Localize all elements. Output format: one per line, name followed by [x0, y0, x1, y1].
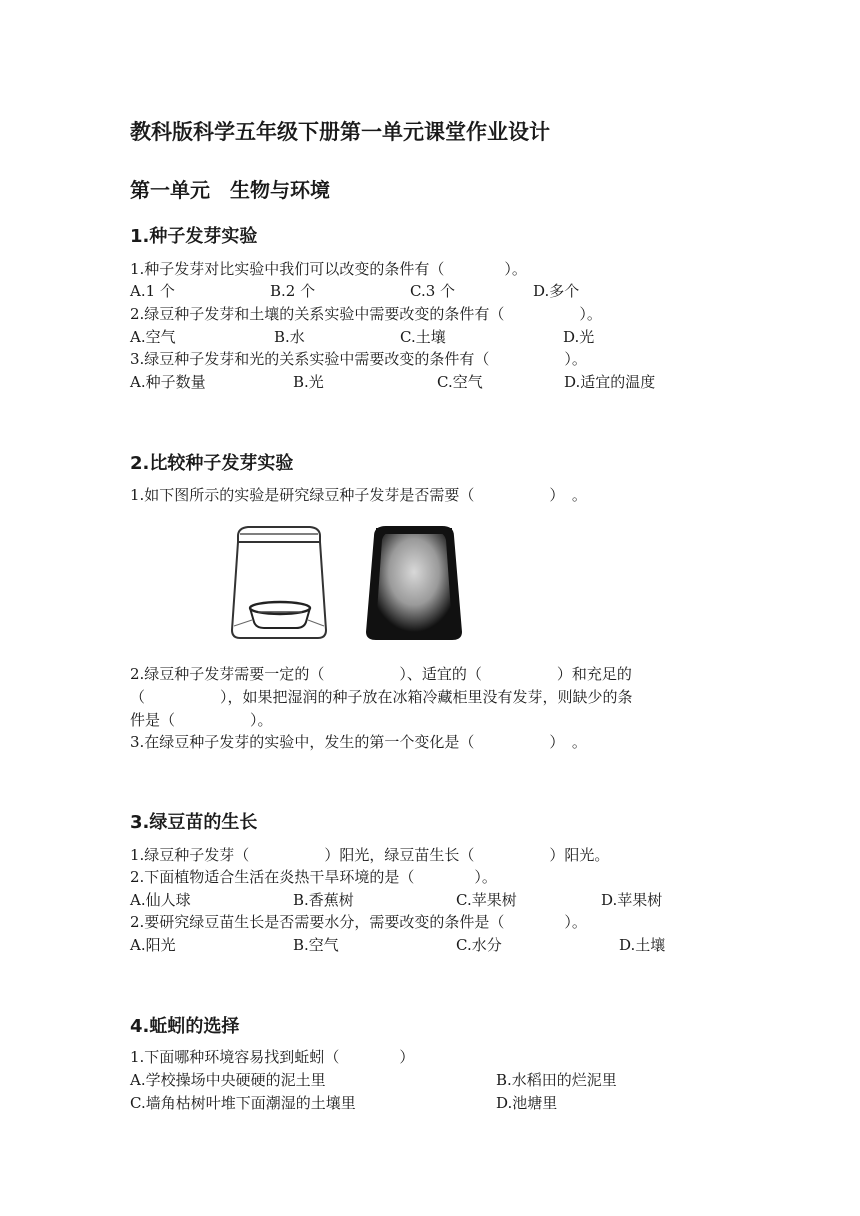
question-text: 3.在绿豆种子发芽的实验中，发生的第一个变化是（ ） 。: [130, 733, 587, 751]
option: A.仙人球: [130, 891, 191, 909]
option: D.多个: [533, 282, 580, 300]
option: D.适宜的温度: [564, 373, 656, 391]
question-text: 1.种子发芽对比实验中我们可以改变的条件有（ ）。: [130, 260, 527, 278]
option: B.空气: [293, 936, 339, 954]
option: D.光: [563, 328, 595, 346]
covered-black-jar-icon: [362, 522, 466, 644]
section-heading-earthworm-choice: 4.蚯蚓的选择: [130, 1016, 240, 1037]
option: A.阳光: [130, 936, 176, 954]
option: D.土壤: [619, 936, 666, 954]
question-text: 1.下面哪种环境容易找到蚯蚓（ ）: [130, 1048, 415, 1066]
option: C.空气: [437, 373, 483, 391]
option: A.学校操场中央硬硬的泥土里: [130, 1071, 326, 1089]
section-heading-seed-germination: 1.种子发芽实验: [130, 226, 258, 247]
option: A.1 个: [130, 282, 175, 300]
option: C.墙角枯树叶堆下面潮湿的土壤里: [130, 1094, 356, 1112]
option: C.水分: [456, 936, 502, 954]
question-text: 1.如下图所示的实验是研究绿豆种子发芽是否需要（ ） 。: [130, 486, 587, 504]
question-text: 1.绿豆种子发芽（ ）阳光，绿豆苗生长（ ）阳光。: [130, 846, 610, 864]
option: D.池塘里: [496, 1094, 558, 1112]
document-title: 教科版科学五年级下册第一单元课堂作业设计: [130, 120, 550, 144]
option: B.水稻田的烂泥里: [496, 1071, 617, 1089]
option: A.种子数量: [130, 373, 206, 391]
option: D.苹果树: [601, 891, 663, 909]
option: C.苹果树: [456, 891, 517, 909]
option: B.香蕉树: [293, 891, 354, 909]
question-text: 2.绿豆种子发芽和土壤的关系实验中需要改变的条件有（ ）。: [130, 305, 602, 323]
unit-title: 第一单元 生物与环境: [130, 178, 330, 202]
option: C.土壤: [400, 328, 446, 346]
question-text-line: 2.绿豆种子发芽需要一定的（ ）、适宜的（ ）和充足的: [130, 665, 632, 683]
question-text-line: 件是（ ）。: [130, 711, 273, 729]
question-text-line: （ ），如果把湿润的种子放在冰箱冷藏柜里没有发芽，则缺少的条: [130, 688, 633, 706]
option: B.2 个: [270, 282, 316, 300]
question-text: 3.绿豆种子发芽和光的关系实验中需要改变的条件有（ ）。: [130, 350, 587, 368]
option: B.水: [274, 328, 305, 346]
glass-jar-with-dish-icon: [228, 522, 330, 644]
option: C.3 个: [410, 282, 456, 300]
option: B.光: [293, 373, 324, 391]
section-heading-compare-germination: 2.比较种子发芽实验: [130, 453, 294, 474]
option: A.空气: [130, 328, 176, 346]
question-text: 2.下面植物适合生活在炎热干旱环境的是（ ）。: [130, 868, 497, 886]
section-heading-bean-sprout-growth: 3.绿豆苗的生长: [130, 812, 258, 833]
question-text: 2.要研究绿豆苗生长是否需要水分，需要改变的条件是（ ）。: [130, 913, 587, 931]
